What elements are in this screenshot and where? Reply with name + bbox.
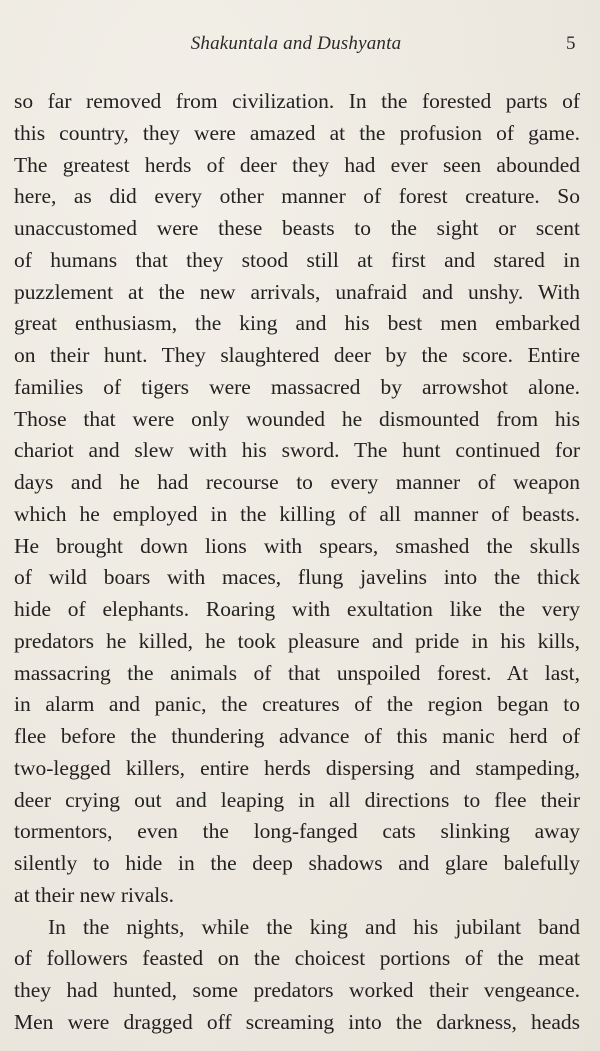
running-title: Shakuntala and Dushyanta xyxy=(190,33,402,54)
text-line: massacring the animals of that unspoiled forest. At last, xyxy=(14,660,580,685)
text-line: of followers feasted on the choicest portions of the meat xyxy=(14,946,580,971)
text-line: of humans that they stood still at first and stared in xyxy=(14,247,580,272)
text-line: flee before the thundering advance of this manic herd of xyxy=(14,724,580,748)
text-line: great enthusiasm, the king and his best men embarked xyxy=(14,311,580,336)
text-line: unaccustomed were these beasts to the sight or scent xyxy=(14,216,580,240)
text-line: tormentors, even the long-fanged cats slinking away xyxy=(14,819,580,844)
text-line: in alarm and panic, the creatures of the region began to xyxy=(14,692,580,717)
text-line: Those that were only wounded he dismounted from his xyxy=(14,406,580,431)
text-line: which he employed in the killing of all manner of beasts. xyxy=(14,501,580,526)
text-line: hide of elephants. Roaring with exultation like the very xyxy=(14,597,580,621)
text-line: on their hunt. They slaughtered deer by the score. Entire xyxy=(14,343,580,367)
text-line: of wild boars with maces, flung javelins into the thick xyxy=(14,565,580,590)
text-line: they had hunted, some predators worked their vengeance. xyxy=(14,978,580,1002)
text-line: silently to hide in the deep shadows and glare balefully xyxy=(14,851,580,875)
text-line: puzzlement at the new arrivals, unafraid and unshy. With xyxy=(14,279,580,304)
text-line: Men were dragged off screaming into the darkness, heads xyxy=(14,1009,580,1034)
text-line: chariot and slew with his sword. The hunt continued for xyxy=(14,438,580,463)
text-line: deer crying out and leaping in all directions to flee their xyxy=(14,787,580,812)
text-line: families of tigers were massacred by arrowshot alone. xyxy=(14,374,580,399)
text-line: days and he had recourse to every manner of weapon xyxy=(14,470,580,494)
text-line: this country, they were amazed at the profusion of game. xyxy=(14,120,580,145)
text-line: predators he killed, he took pleasure and pride in his kills, xyxy=(14,628,580,653)
paragraph-end-line: at their new rivals. xyxy=(14,882,175,907)
text-line: The greatest herds of deer they had ever seen abounded xyxy=(14,152,580,177)
text-line: here, as did every other manner of forest creature. So xyxy=(14,184,580,209)
body-text xyxy=(14,86,580,1039)
page-number: 5 xyxy=(566,33,576,54)
paragraph-first-line: In the nights, while the king and his jubilant band xyxy=(48,914,580,939)
text-line: so far removed from civilization. In the forested parts of xyxy=(14,89,580,113)
running-head xyxy=(0,33,600,57)
text-line: He brought down lions with spears, smashed the skulls xyxy=(14,533,580,558)
text-line: two-legged killers, entire herds dispersing and stampeding, xyxy=(14,755,580,780)
